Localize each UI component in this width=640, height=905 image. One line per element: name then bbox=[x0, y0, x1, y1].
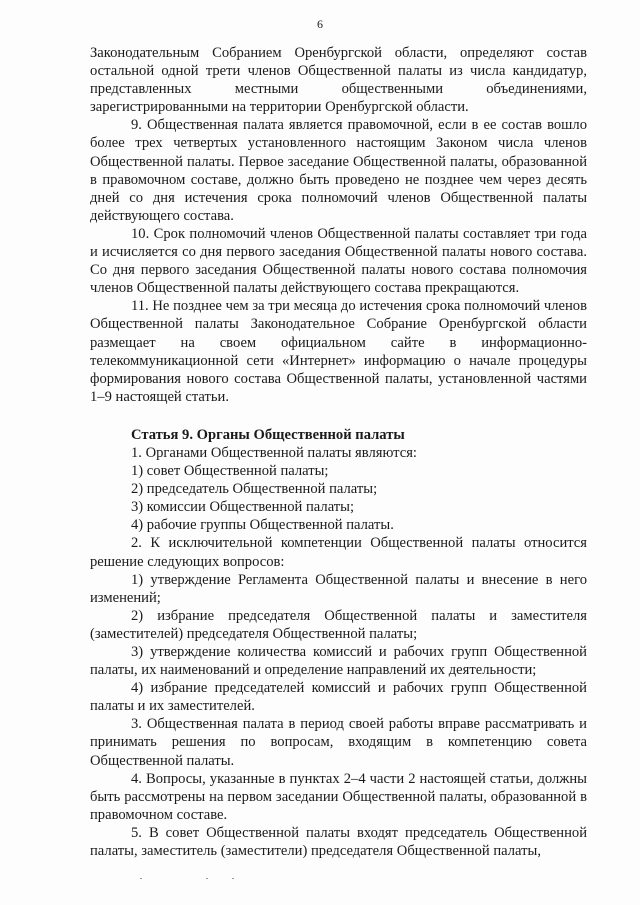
paragraph-continuation: Законодательным Собранием Оренбургской области, определяют состав остальной одной трети членов Общественной палаты из числа кандидатур, представленных местными общественными объединениями, зарегистрированными на территории Оренбургской области. bbox=[90, 45, 587, 116]
list-item: 4) рабочие группы Общественной палаты. bbox=[131, 517, 394, 534]
document-body bbox=[90, 44, 587, 860]
paragraph-item-9: 9. Общественная палата является правомочной, если в ее состав вошло более трех четвертых установленного настоящим Законом числа членов Общественной палаты. Первое заседание Общественной палаты, образованной в правомочном составе, должно быть проведено не позднее чем через десять дней со дня истечения срока полномочий членов Общественной палаты действующего состава. bbox=[90, 117, 587, 224]
paragraph-part-3: 3. Общественная палата в период своей работы вправе рассматривать и принимать решения по вопросам, входящим в компетенцию совета Общественной палаты. bbox=[90, 716, 587, 769]
paragraph-part-4: 4. Вопросы, указанные в пунктах 2–4 части 2 настоящей статьи, должны быть рассмотрены на первом заседании Общественной палаты, образованной в правомочном составе. bbox=[90, 770, 587, 823]
list-item: 3) комиссии Общественной палаты; bbox=[131, 499, 355, 516]
scan-speck bbox=[232, 878, 234, 879]
list-item: 1) утверждение Регламента Общественной палаты и внесение в него изменений; bbox=[90, 571, 587, 606]
scan-speck bbox=[140, 878, 142, 879]
paragraph-item-10: 10. Срок полномочий членов Общественной палаты составляет три года и исчисляется со дня первого заседания Общественной палаты нового состава. Со дня первого заседания Общественной палаты нового состава полномочия членов Общественной палаты действующего состава прекращаются. bbox=[90, 225, 587, 297]
paragraph-part-1: 1. Органами Общественной палаты являются: bbox=[131, 444, 417, 461]
paragraph-part-5: 5. В совет Общественной палаты входят председатель Общественной палаты, заместитель (заместители) председателя Общественной палаты, bbox=[90, 824, 587, 860]
list-item: 1) совет Общественной палаты; bbox=[131, 463, 329, 480]
list-item: 2) председатель Общественной палаты; bbox=[131, 481, 378, 498]
scan-speck bbox=[206, 878, 208, 879]
paragraph-item-11: 11. Не позднее чем за три месяца до истечения срока полномочий членов Общественной палаты Законодательное Собрание Оренбургской области размещает на своем официальном сайте в информационно-телекоммуникационной сети «Интернет» информацию о начале процедуры формирования нового состава Общественной палаты, установленной частями 1–9 настоящей статьи. bbox=[90, 298, 587, 405]
paragraph-part-2: 2. К исключительной компетенции Общественной палаты относится решение следующих вопросов: bbox=[90, 535, 587, 570]
list-item: 2) избрание председателя Общественной палаты и заместителя (заместителей) председателя Общественной палаты; bbox=[90, 607, 587, 642]
list-item: 3) утверждение количества комиссий и рабочих групп Общественной палаты, их наименований и определение направлений их деятельности; bbox=[90, 644, 587, 679]
article-heading: Статья 9. Органы Общественной палаты bbox=[131, 426, 405, 443]
list-item: 4) избрание председателей комиссий и рабочих групп Общественной палаты и их заместителей. bbox=[90, 680, 587, 715]
page-number: 6 bbox=[317, 17, 323, 31]
